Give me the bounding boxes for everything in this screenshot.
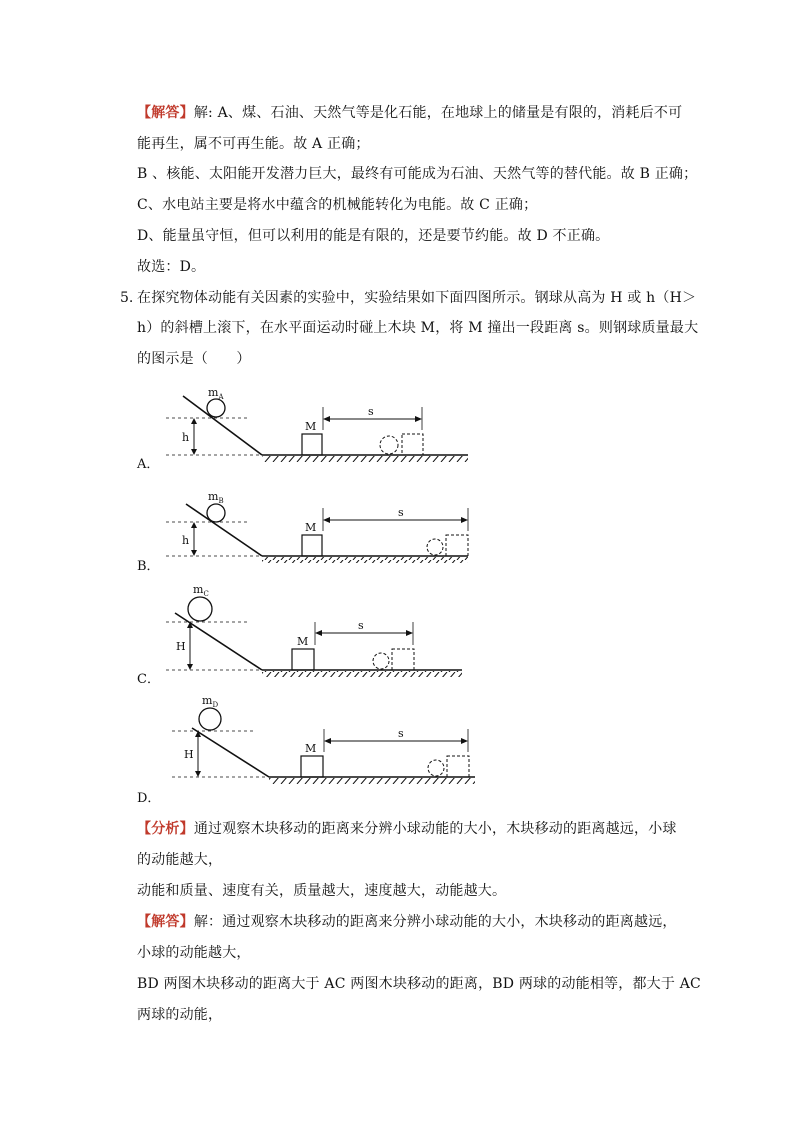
distance-label: s [368,405,374,418]
ghost-block [402,434,423,455]
block [302,535,322,556]
answer2-line1: 【解答】解：通过观察木块移动的距离来分辨小球动能的大小，木块移动的距离越远， [137,914,677,930]
answer1-line1: 【解答】解: A、煤、石油、天然气等是化石能，在地球上的储量是有限的，消耗后不可 [137,105,683,121]
arrow-head-up [191,418,197,424]
arrow-head-left [324,738,331,744]
figure-b [166,490,468,563]
answer1-line4: C、水电站主要是将水中蕴含的机械能转化为电能。故 C 正确； [137,197,538,213]
question-number: 5. [120,290,134,306]
arrow-head-down [191,449,197,455]
answer-tag: 【解答】 [137,105,194,121]
block [301,756,323,777]
ball-label: $m_D$ [202,694,219,709]
block-label: M [305,521,317,534]
ground-hatch [262,456,468,462]
figure-a [166,386,468,462]
ground-hatch [262,671,462,677]
block-label: M [305,742,317,755]
height-label: h [182,431,190,444]
arrow-head-down [187,664,193,670]
arrow-head-right [461,517,468,523]
figure-d [172,694,475,784]
ball [207,399,225,417]
option-b-label: B． [137,559,160,574]
ghost-block [446,535,468,556]
answer2-line3: BD 两图木块移动的距离大于 AC 两图木块移动的距离，BD 两球的动能相等，都大于 AC [137,976,701,992]
answer1-line3: B 、核能、太阳能开发潜力巨大，最终有可能成为石油、天然气等的替代能。故 B 正确； [137,166,698,182]
answer1-line2: 能再生，属不可再生能。故 A 正确； [137,136,370,152]
answer2-line4: 两球的动能， [137,1007,223,1023]
answer1-line5: D、能量虽守恒，但可以利用的能是有限的，还是要节约能。故 D 不正确。 [137,228,610,244]
arrow-head-left [315,630,322,636]
ground-hatch [269,778,475,784]
arrow-head-down [191,550,197,556]
ball-label: $m_A$ [208,386,224,401]
block [292,649,314,670]
ball-label: $m_B$ [208,490,224,505]
height-label: H [176,640,186,653]
option-d-label: D． [137,791,161,806]
analysis-line2: 的动能越大， [137,852,223,868]
figure-c [166,583,462,677]
block-label: M [297,635,309,648]
distance-label: s [398,727,404,740]
arrow-head-right [415,416,422,422]
ghost-ball [428,760,444,776]
ball [188,597,212,621]
ramp [183,396,262,455]
option-c-label: C． [137,672,160,687]
height-label: H [184,748,194,761]
arrow-head-right [406,630,413,636]
question5-line1: 在探究物体动能有关因素的实验中，实验结果如下面四图所示。钢球从高为 H 或 h（H＞ [137,290,697,306]
analysis-line3: 动能和质量、速度有关，质量越大，速度越大，动能越大。 [137,883,507,899]
block-label: M [305,420,317,433]
question5-line3: 的图示是（ ） [137,351,251,367]
ghost-block [392,649,414,670]
ghost-ball [373,653,389,669]
ball-label: $m_C$ [193,583,209,598]
ramp [186,504,262,556]
answer-tag: 【解答】 [137,914,194,930]
analysis-tag: 【分析】 [137,821,194,837]
ghost-block [447,756,469,777]
ramp [192,728,269,777]
arrow-head-up [191,522,197,528]
option-a-label: A． [137,457,160,472]
answer2-line2: 小球的动能越大， [137,945,251,961]
arrow-head-left [323,416,330,422]
answer1-line6: 故选：D。 [137,259,206,275]
height-label: h [182,534,190,547]
arrow-head-left [323,517,330,523]
arrow-head-right [461,738,468,744]
ghost-ball [380,436,398,454]
ball [199,708,221,730]
ground-hatch [262,557,468,563]
distance-label: s [398,506,404,519]
arrow-head-down [195,771,201,777]
analysis-line1: 【分析】通过观察木块移动的距离来分辨小球动能的大小，木块移动的距离越远，小球 [137,821,677,837]
block [302,434,322,455]
ghost-ball [427,539,443,555]
question5-line2: h）的斜槽上滚下，在水平面运动时碰上木块 M，将 M 撞出一段距离 s。则钢球质量最大 [137,320,699,336]
ramp [175,613,262,670]
ball [207,504,225,522]
distance-label: s [358,619,364,632]
